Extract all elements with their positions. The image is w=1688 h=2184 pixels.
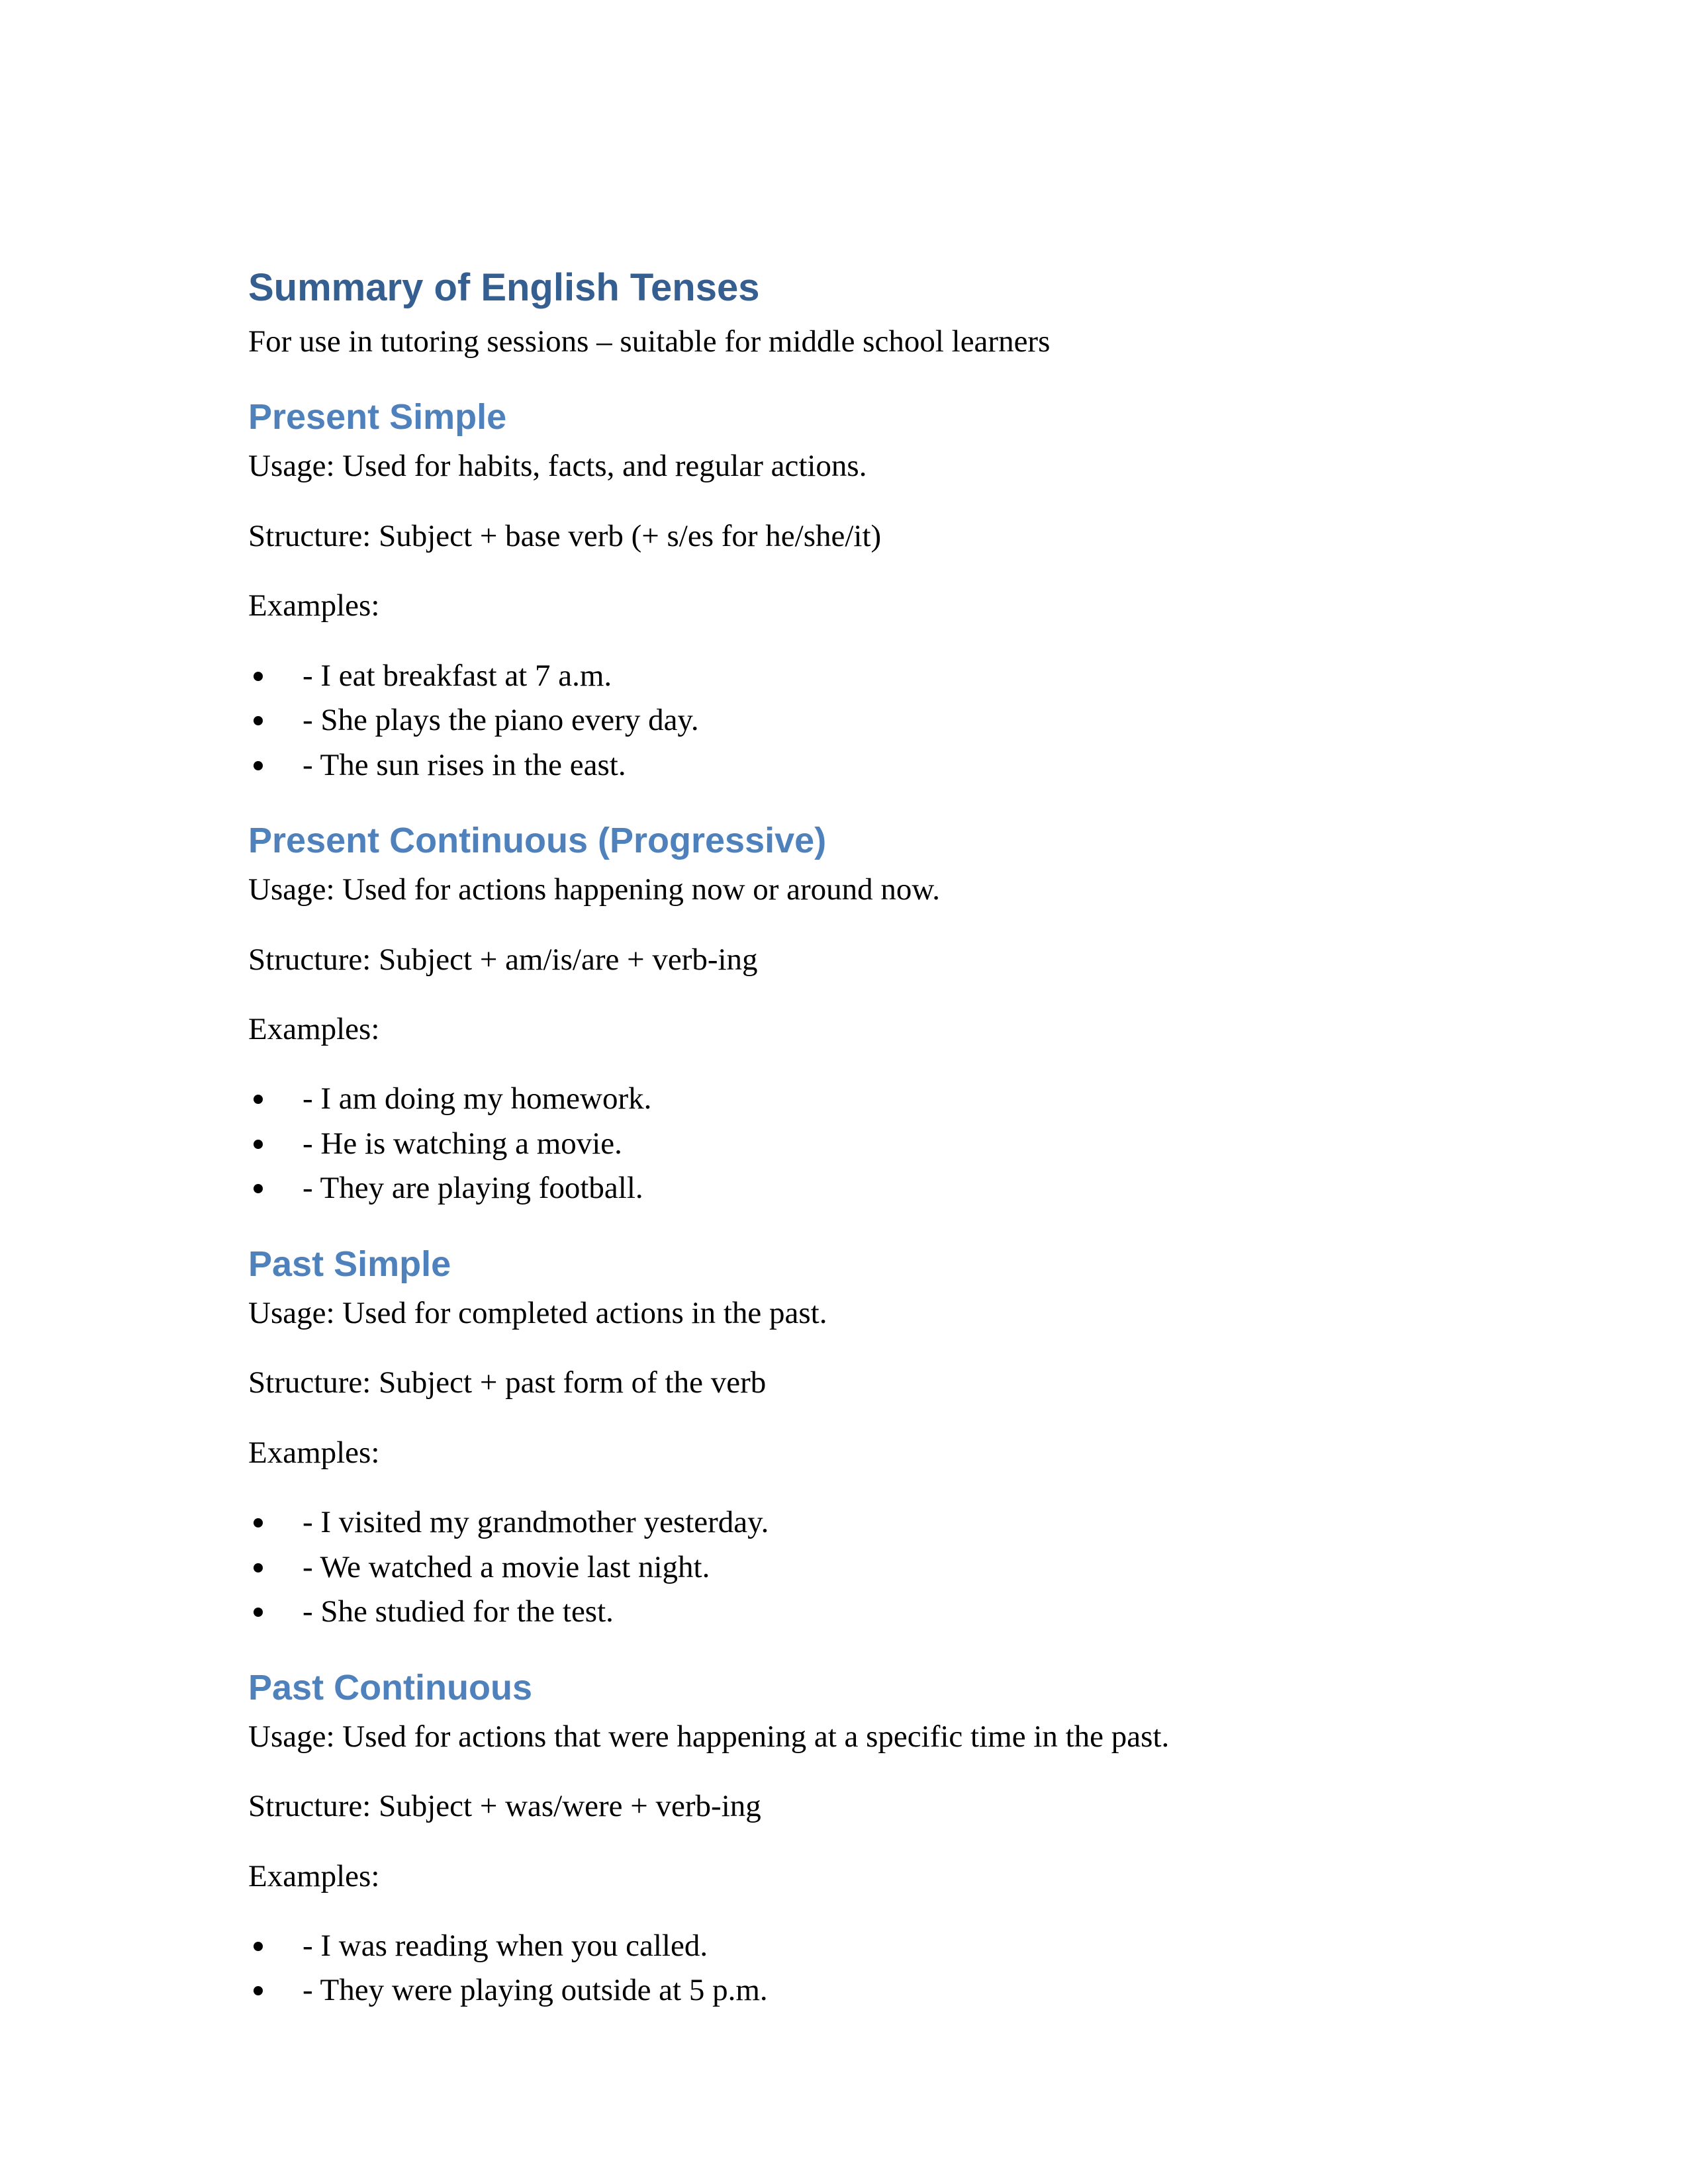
example-text: - They were playing outside at 5 p.m. — [303, 1973, 768, 2008]
example-text: - She plays the piano every day. — [303, 703, 699, 738]
example-text: - We watched a movie last night. — [303, 1549, 710, 1584]
structure-text: Structure: Subject + am/is/are + verb-ing — [248, 942, 758, 977]
list-item — [248, 1170, 1443, 1206]
bullet-icon — [254, 1986, 263, 1995]
example-text: - The sun rises in the east. — [303, 747, 626, 782]
section — [248, 820, 1443, 1207]
bullet-icon — [254, 761, 263, 770]
section-heading: Present Simple — [248, 397, 507, 437]
examples-label: Examples: — [248, 588, 380, 623]
list-item — [248, 702, 1443, 739]
bullet-icon — [254, 1563, 263, 1572]
list-item — [248, 1126, 1443, 1162]
examples-label: Examples: — [248, 1011, 380, 1046]
list-item — [248, 747, 1443, 784]
bullet-icon — [254, 1518, 263, 1527]
examples-label: Examples: — [248, 1858, 380, 1893]
usage-text: Usage: Used for completed actions in the past. — [248, 1295, 827, 1330]
example-text: - I was reading when you called. — [303, 1929, 708, 1964]
bullet-icon — [254, 1942, 263, 1951]
section — [248, 1244, 1443, 1631]
list-item — [248, 1549, 1443, 1586]
bullet-icon — [254, 1184, 263, 1193]
example-text: - She studied for the test. — [303, 1594, 614, 1629]
bullet-icon — [254, 1095, 263, 1104]
list-item — [248, 1504, 1443, 1541]
examples-list — [248, 658, 1443, 784]
bullet-icon — [254, 672, 263, 681]
sections — [248, 396, 1443, 2009]
list-item — [248, 658, 1443, 694]
section — [248, 1667, 1443, 2009]
example-text: - He is watching a movie. — [303, 1126, 622, 1161]
section-heading: Present Continuous (Progressive) — [248, 820, 827, 860]
structure-text: Structure: Subject + past form of the verb — [248, 1365, 767, 1400]
examples-list — [248, 1081, 1443, 1206]
page-subtitle: For use in tutoring sessions – suitable for middle school learners — [248, 324, 1051, 359]
list-item — [248, 1928, 1443, 1964]
examples-label: Examples: — [248, 1435, 380, 1470]
bullet-icon — [254, 716, 263, 725]
examples-list — [248, 1928, 1443, 2009]
section — [248, 396, 1443, 784]
structure-text: Structure: Subject + base verb (+ s/es for he/she/it) — [248, 518, 882, 553]
usage-text: Usage: Used for actions happening now or around now. — [248, 872, 941, 907]
usage-text: Usage: Used for actions that were happening at a specific time in the past. — [248, 1719, 1170, 1754]
usage-text: Usage: Used for habits, facts, and regular actions. — [248, 449, 867, 484]
section-heading: Past Simple — [248, 1244, 451, 1284]
example-text: - They are playing football. — [303, 1171, 643, 1206]
bullet-icon — [254, 1608, 263, 1617]
section-heading: Past Continuous — [248, 1667, 532, 1707]
list-item — [248, 1972, 1443, 2009]
list-item — [248, 1594, 1443, 1630]
bullet-icon — [254, 1140, 263, 1149]
example-text: - I am doing my homework. — [303, 1081, 652, 1116]
structure-text: Structure: Subject + was/were + verb-ing — [248, 1789, 761, 1824]
examples-list — [248, 1504, 1443, 1630]
list-item — [248, 1081, 1443, 1117]
example-text: - I visited my grandmother yesterday. — [303, 1505, 769, 1540]
example-text: - I eat breakfast at 7 a.m. — [303, 658, 612, 693]
page-title: Summary of English Tenses — [248, 266, 760, 309]
